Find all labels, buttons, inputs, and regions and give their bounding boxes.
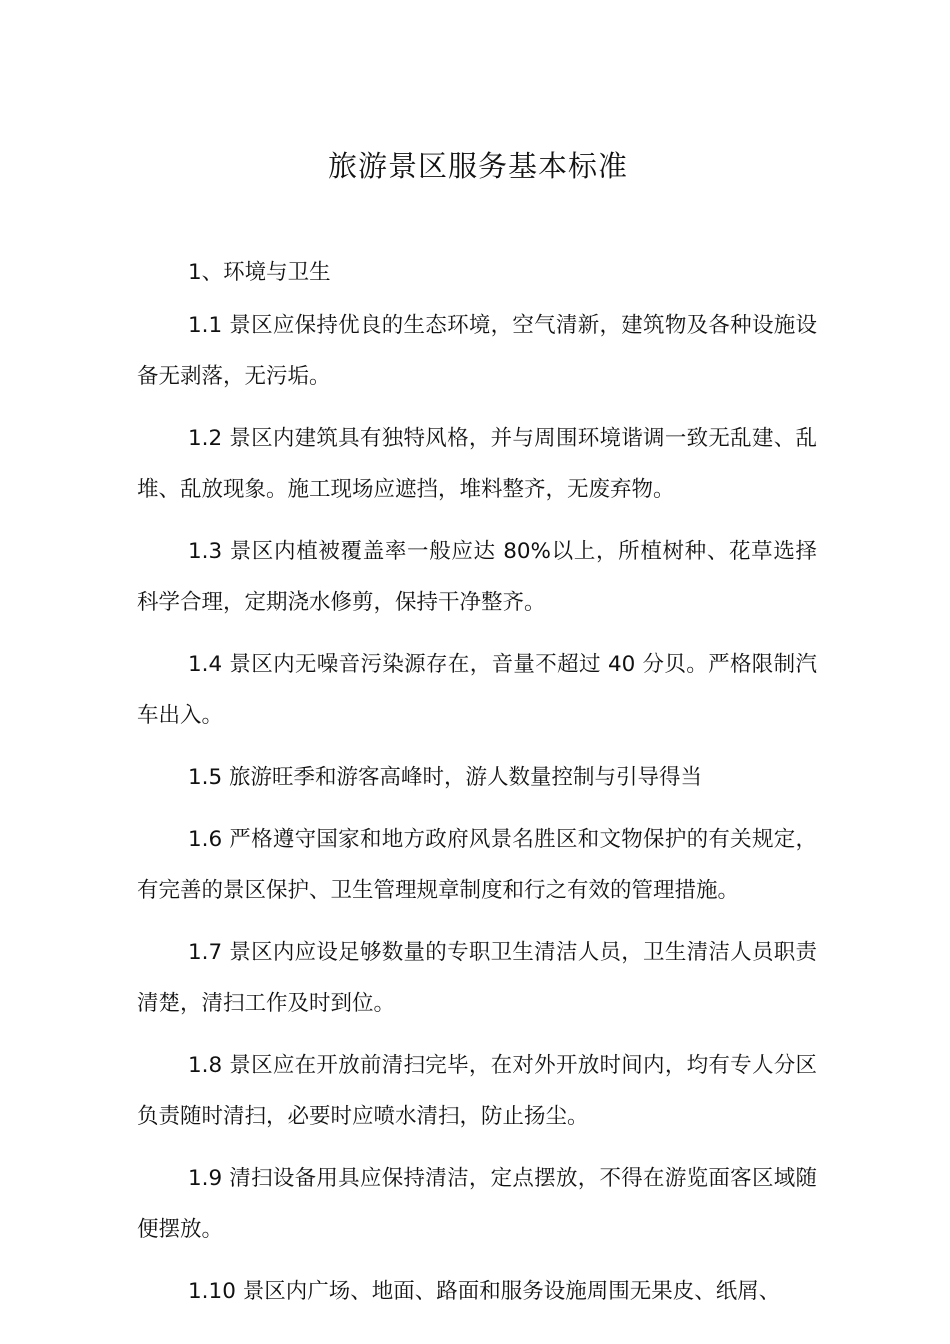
document-body	[137, 257, 817, 1337]
paragraph-1-10: 1.10 景区内广场、地面、路面和服务设施周围无果皮、纸屑、	[188, 1279, 781, 1304]
paragraph-1-8: 1.8 景区应在开放前清扫完毕，在对外开放时间内，均有专人分区负责随时清扫，必要时应喷水清扫，防止扬尘。	[137, 1053, 817, 1129]
document-title: 旅游景区服务基本标准	[327, 149, 628, 183]
paragraph-1-5: 1.5 旅游旺季和游客高峰时，游人数量控制与引导得当	[188, 765, 703, 790]
paragraph-1-6: 1.6 严格遵守国家和地方政府风景名胜区和文物保护的有关规定，有完善的景区保护、卫生管理规章制度和行之有效的管理措施。	[137, 827, 817, 903]
paragraph-1-3: 1.3 景区内植被覆盖率一般应达 80%以上，所植树种、花草选择科学合理，定期浇水修剪，保持干净整齐。	[137, 539, 817, 615]
paragraph-list	[137, 300, 817, 1317]
paragraph-1-7: 1.7 景区内应设足够数量的专职卫生清洁人员，卫生清洁人员职责清楚，清扫工作及时到位。	[137, 940, 817, 1016]
paragraph-1-9: 1.9 清扫设备用具应保持清洁，定点摆放，不得在游览面客区域随便摆放。	[137, 1166, 817, 1242]
paragraph-1-4: 1.4 景区内无噪音污染源存在，音量不超过 40 分贝。严格限制汽车出入。	[137, 652, 817, 728]
paragraph-1-2: 1.2 景区内建筑具有独特风格，并与周围环境谐调一致无乱建、乱堆、乱放现象。施工现场应遮挡，堆料整齐，无废弃物。	[137, 426, 817, 502]
paragraph-1-1: 1.1 景区应保持优良的生态环境，空气清新，建筑物及各种设施设备无剥落，无污垢。	[137, 313, 817, 389]
section-heading: 1、环境与卫生	[188, 260, 331, 285]
